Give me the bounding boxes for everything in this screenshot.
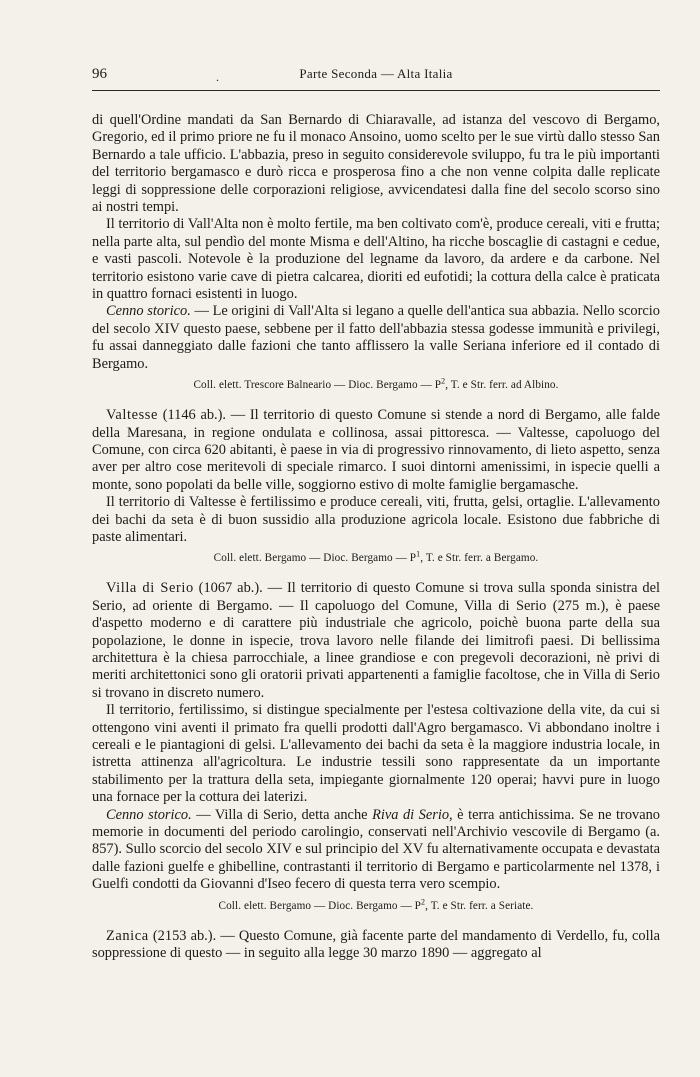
entry-paragraph xyxy=(92,928,660,963)
page-header xyxy=(92,64,660,91)
note-superscript: 2 xyxy=(421,896,426,906)
entry-name: Villa di Serio xyxy=(106,580,194,597)
page-number: 96 xyxy=(92,66,107,82)
entry-name: Zanica xyxy=(106,927,149,944)
note-superscript: 2 xyxy=(441,376,446,386)
paragraph: Il territorio di Valtesse è fertilissimo e produce cereali, viti, frutta, gelsi, ortaglie. L'allevamento dei bachi da seta è di buon sussidio alla produzione agricola locale. Esistono due fabbriche di paste alimentari. xyxy=(92,494,660,545)
running-title: Parte Seconda — Alta Italia xyxy=(299,66,453,81)
note-superscript: 1 xyxy=(416,549,421,559)
electoral-note xyxy=(92,550,660,566)
entry-name: Valtesse xyxy=(106,407,158,424)
note-text: , T. e Str. ferr. a Bergamo. xyxy=(420,552,539,565)
electoral-note xyxy=(92,377,660,393)
note-text: Coll. elett. Bergamo — Dioc. Bergamo — P xyxy=(213,552,417,565)
paragraph-text: (1146 ab.). — Il territorio di questo Comune si stende a nord di Bergamo, alle falde della Maresana, in regione ondulata e collinosa, assai pittoresca. — Valtesse, capoluogo del Comune, con circa 620 abitanti, è paese in via di progressivo rinnovamento, di lieto aspetto, senza aver per altro cose meritevoli di speciale rimarco. I suoi dintorni amenissimi, in ispecie quelli a monte, sono popolati da belle ville, soggiorno estivo di molte famiglie bergamasche. xyxy=(92,407,660,493)
paragraph xyxy=(92,303,660,373)
paragraph: di quell'Ordine mandati da San Bernardo di Chiaravalle, ad istanza del vescovo di Bergamo, Gregorio, ed il primo priore ne fu il monaco Ansoino, uomo scelto per le sue virtù dallo stesso San Bernardo a tale ufficio. L'abbazia, preso in seguito considerevole sviluppo, fu tra le più importanti del territorio bergamasco e durò ricca e prosperosa fino a che non venne colpita dalle replicate leggi di soppressione delle corporazioni religiose, avvicendatesi dalla fine del secolo scorso sino ai nostri tempi. xyxy=(92,112,660,216)
paragraph xyxy=(92,807,660,894)
paragraph-text: , è terra antichissima. Se ne trovano memorie in documenti del periodo carolingio, conservati nell'Archivio vescovile di Bergamo (a. 857). Sullo scorcio del secolo XIV e sul principio del XV fu alternativamente occupata e devastata dalle fazioni guelfe e ghibelline, contrastanti il territorio di Bergamo e particolarmente nel 1378, i Guelfi condotti da Giovanni d'Iseo fecero di questa terra vero scempio. xyxy=(92,806,660,893)
note-text: Coll. elett. Bergamo — Dioc. Bergamo — P xyxy=(218,899,421,912)
paragraph-text: (1067 ab.). — Il territorio di questo Comune si trova sulla sponda sinistra del Serio, ad oriente di Bergamo. — Il capoluogo del Comune, Villa di Serio (275 m.), è paese d'aspetto moderno e di carattere più industriale che agricolo, poichè buona parte della sua popolazione, le donne in ispecie, trova lavoro nelle filande dei limitrofi paesi. Di bellissima architettura è la chiesa parrocchiale, a linee grandiose e con pregevoli decorazioni, nè privi di meriti architettonici sono gli oratorii privati appartenenti a famiglie facoltose, che in Villa di Serio si trovano in discreto numero. xyxy=(92,580,661,701)
paragraph-text: (2153 ab.). — Questo Comune, già facente parte del mandamento di Verdello, fu, colla soppressione di questo — in seguito alla legge 30 marzo 1890 — aggregato al xyxy=(92,927,660,962)
electoral-note xyxy=(92,898,660,914)
paragraph: Il territorio, fertilissimo, si distingue specialmente per l'estesa coltivazione della vite, da cui si ottengono vini aventi il primato fra quelli prodotti dall'Agro bergamasco. Vi abbondano inoltre i cereali e le piantagioni di gelsi. L'allevamento dei bachi da seta è la maggiore industria locale, in istretta attinenza all'agricoltura. Le industrie tessili sono rappresentate da un importante stabilimento per la trattura della seta, impiegante giornalmente 120 operai; havvi pure in luogo una fornace per la cottura dei laterizi. xyxy=(92,702,660,806)
note-text: Coll. elett. Trescore Balneario — Dioc. Bergamo — P xyxy=(193,379,442,392)
italic-term: Riva di Serio xyxy=(372,806,450,823)
paragraph-text: — Villa di Serio, detta anche xyxy=(191,806,373,823)
section-label: Cenno storico. xyxy=(106,806,192,823)
entry-paragraph xyxy=(92,580,660,702)
header-dot: . xyxy=(216,70,219,84)
paragraph-text: — Le origini di Vall'Alta si legano a quelle dell'antica sua abbazia. Nello scorcio del secolo XIV questo paese, sebbene per il fatto dell'abbazia stessa godesse immunità e privilegi, fu assai danneggiato dalle fazioni che tanto afflissero la valle Seriana inferiore ed il contado di Bergamo. xyxy=(92,303,660,372)
note-text: , T. e Str. ferr. ad Albino. xyxy=(445,379,559,392)
paragraph: Il territorio di Vall'Alta non è molto fertile, ma ben coltivato com'è, produce cereali, viti e frutta; nella parte alta, sul pendìo del monte Misma e dell'Altino, ha ricche boscaglie di castagni e cedue, e vasti pascoli. Notevole è la produzione del legname da lavoro, da ardere e da carbone. Nel territorio esistono varie cave di pietra calcarea, dioriti ed eufotidi; la cottura della calce è praticata in quattro fornaci esistenti in luogo. xyxy=(92,216,660,303)
note-text: , T. e Str. ferr. a Seriate. xyxy=(425,899,534,912)
entry-paragraph xyxy=(92,407,660,494)
page-body xyxy=(92,112,660,962)
section-label: Cenno storico. xyxy=(106,303,191,320)
